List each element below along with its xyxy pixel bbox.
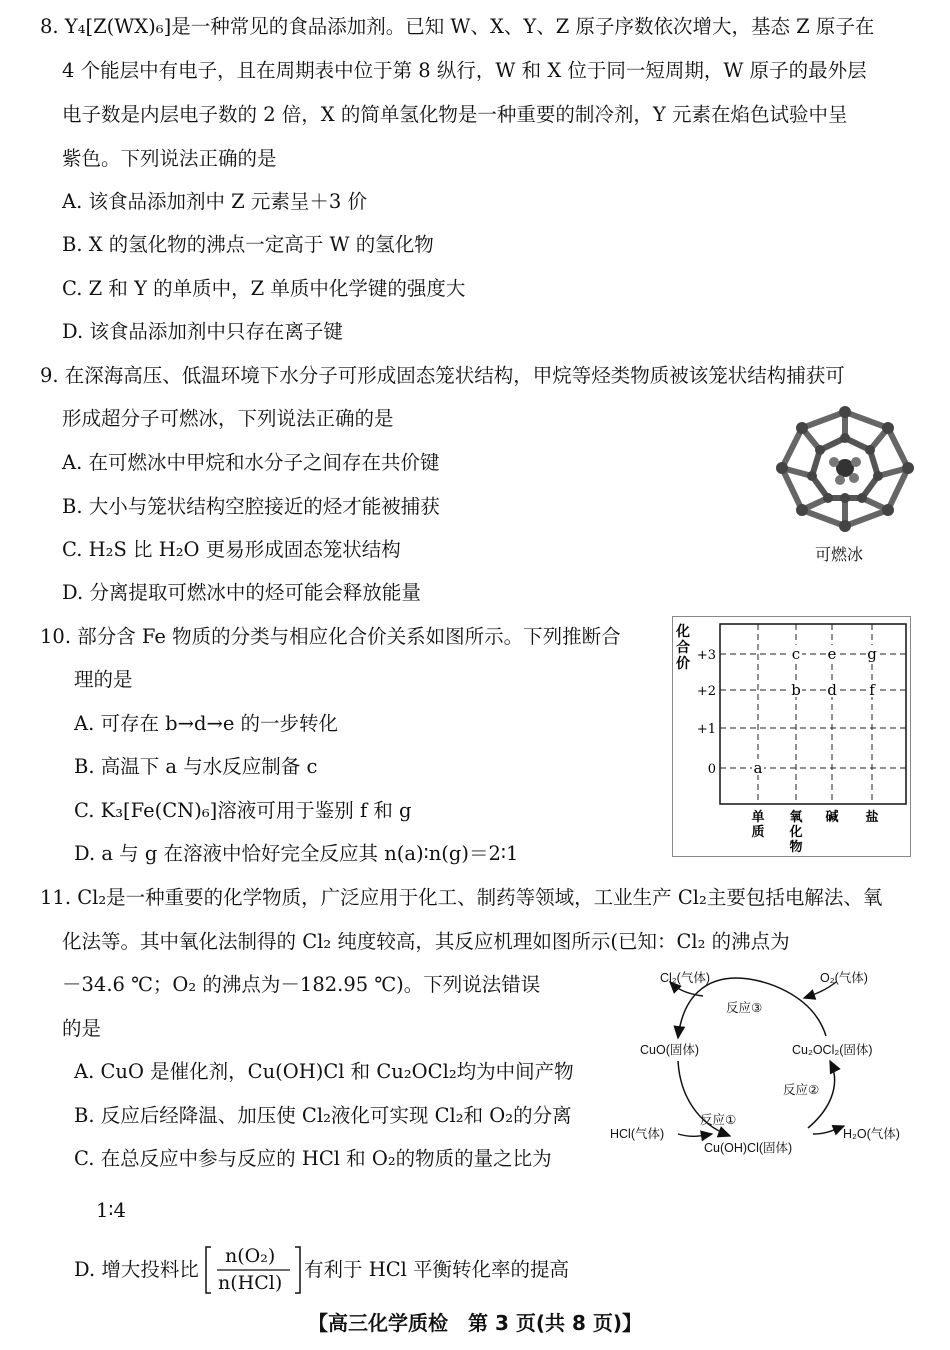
q9-option-d: D. 分离提取可燃冰中的烃可能会释放能量 — [62, 581, 421, 604]
chart-point-d: d — [827, 681, 837, 699]
q11-line-4: 的是 — [62, 1017, 102, 1040]
chart-point-f: f — [869, 681, 875, 699]
chart-x-category-label: 碱 — [825, 810, 839, 825]
chart-x-category-label: 化 — [789, 825, 803, 840]
chart-y-tick-label: 0 — [707, 762, 716, 777]
diagram-cuohcl-label: Cu(OH)Cl(固体) — [704, 1141, 793, 1155]
chart-y-title-char: 化 — [676, 624, 690, 640]
q8-line-2: 4 个能层中有电子，且在周期表中位于第 8 纵行，W 和 X 位于同一短周期，W 原子的最外层 — [62, 59, 867, 82]
q11-option-d-suffix: 有利于 HCl 平衡转化率的提高 — [304, 1258, 570, 1281]
chart-x-category-label: 单 — [751, 810, 765, 825]
chart-point-a: a — [753, 759, 763, 777]
q8-line-3: 电子数是内层电子数的 2 倍，X 的简单氢化物是一种重要的制冷剂，Y 元素在焰色试验中呈 — [62, 103, 848, 126]
combustible-ice-caption: 可燃冰 — [815, 545, 864, 564]
q11-option-d-numerator: n(O₂) — [225, 1245, 276, 1267]
q10-option-b: B. 高温下 a 与水反应制备 c — [74, 755, 318, 778]
q11-option-d-denominator: n(HCl) — [218, 1272, 283, 1294]
chart-point-g: g — [867, 645, 877, 663]
diagram-reaction-3: 反应③ — [726, 1001, 763, 1015]
combustible-ice-figure — [770, 400, 920, 535]
q8-line-1: 8. Y₄[Z(WX)₆]是一种常见的食品添加剂。已知 W、X、Y、Z 原子序数依次增大，基态 Z 原子在 — [40, 15, 875, 38]
diagram-reaction-1: 反应① — [700, 1113, 737, 1127]
q8-option-b: B. X 的氢化物的沸点一定高于 W 的氢化物 — [62, 233, 434, 256]
chart-y-tick-label: +2 — [696, 684, 716, 699]
q10-line-1: 10. 部分含 Fe 物质的分类与相应化合价关系如图所示。下列推断合 — [40, 625, 621, 648]
q11-option-b: B. 反应后经降温、加压使 Cl₂液化可实现 Cl₂和 O₂的分离 — [74, 1104, 572, 1127]
q11-line-3: －34.6 ℃；O₂ 的沸点为－182.95 ℃)。下列说法错误 — [62, 973, 541, 996]
diagram-reaction-2: 反应② — [783, 1083, 820, 1097]
q11-line-2: 化法等。其中氧化法制得的 Cl₂ 纯度较高，其反应机理如图所示(已知：Cl₂ 的沸点为 — [62, 930, 790, 953]
q10-option-c: C. K₃[Fe(CN)₆]溶液可用于鉴别 f 和 g — [74, 799, 412, 822]
chart-x-category-label: 盐 — [865, 810, 879, 825]
q8-line-4: 紫色。下列说法正确的是 — [62, 147, 277, 170]
diagram-hcl-label: HCl(气体) — [610, 1127, 665, 1141]
q8-option-a: A. 该食品添加剂中 Z 元素呈＋3 价 — [62, 190, 368, 213]
page-footer: 【高三化学质检 第 3 页(共 8 页)】 — [308, 1311, 642, 1335]
q10-option-d: D. a 与 g 在溶液中恰好完全反应其 n(a)∶n(g)＝2∶1 — [74, 842, 519, 865]
chart-point-e: e — [827, 645, 837, 663]
q11-option-d-prefix: D. 增大投料比 — [74, 1258, 199, 1281]
q11-option-a: A. CuO 是催化剂，Cu(OH)Cl 和 Cu₂OCl₂均为中间产物 — [74, 1060, 574, 1083]
chart-point-b: b — [791, 681, 801, 699]
q8-option-c: C. Z 和 Y 的单质中，Z 单质中化学键的强度大 — [62, 277, 466, 300]
q11-option-c: C. 在总反应中参与反应的 HCl 和 O₂的物质的量之比为 — [74, 1147, 552, 1170]
q8-option-d: D. 该食品添加剂中只存在离子键 — [62, 320, 343, 343]
diagram-o2-label: O₂(气体) — [820, 971, 868, 985]
chart-point-c: c — [791, 645, 801, 663]
chart-y-tick-label: +1 — [696, 722, 716, 737]
diagram-cu2ocl2-label: Cu₂OCl₂(固体) — [792, 1043, 873, 1057]
chart-y-title-char: 合 — [676, 640, 690, 656]
chart-y-tick-label: +3 — [696, 648, 716, 663]
q9-option-c: C. H₂S 比 H₂O 更易形成固态笼状结构 — [62, 538, 401, 561]
reaction-cycle-diagram — [608, 966, 918, 1162]
q9-line-2: 形成超分子可燃冰，下列说法正确的是 — [62, 407, 394, 430]
q10-line-2: 理的是 — [74, 668, 133, 691]
diagram-cuo-label: CuO(固体) — [640, 1043, 700, 1057]
q9-option-b: B. 大小与笼状结构空腔接近的烃才能被捕获 — [62, 495, 440, 518]
chart-y-title-char: 价 — [676, 656, 690, 672]
chart-x-category-label: 物 — [789, 840, 803, 855]
chart-x-category-label: 质 — [751, 825, 765, 840]
fe-valence-chart — [672, 616, 912, 858]
q11-option-c-continued: 1∶4 — [96, 1199, 126, 1222]
diagram-h2o-label: H₂O(气体) — [843, 1127, 900, 1141]
diagram-cl2-label: Cl₂(气体) — [660, 971, 710, 985]
q9-line-1: 9. 在深海高压、低温环境下水分子可形成固态笼状结构，甲烷等烃类物质被该笼状结构捕获可 — [40, 364, 845, 387]
chart-x-category-label: 氧 — [789, 810, 803, 825]
q11-line-1: 11. Cl₂是一种重要的化学物质，广泛应用于化工、制药等领域，工业生产 Cl₂主要包括电解法、氧 — [40, 886, 883, 909]
q10-option-a: A. 可存在 b→d→e 的一步转化 — [74, 712, 339, 735]
q9-option-a: A. 在可燃冰中甲烷和水分子之间存在共价键 — [62, 451, 440, 474]
